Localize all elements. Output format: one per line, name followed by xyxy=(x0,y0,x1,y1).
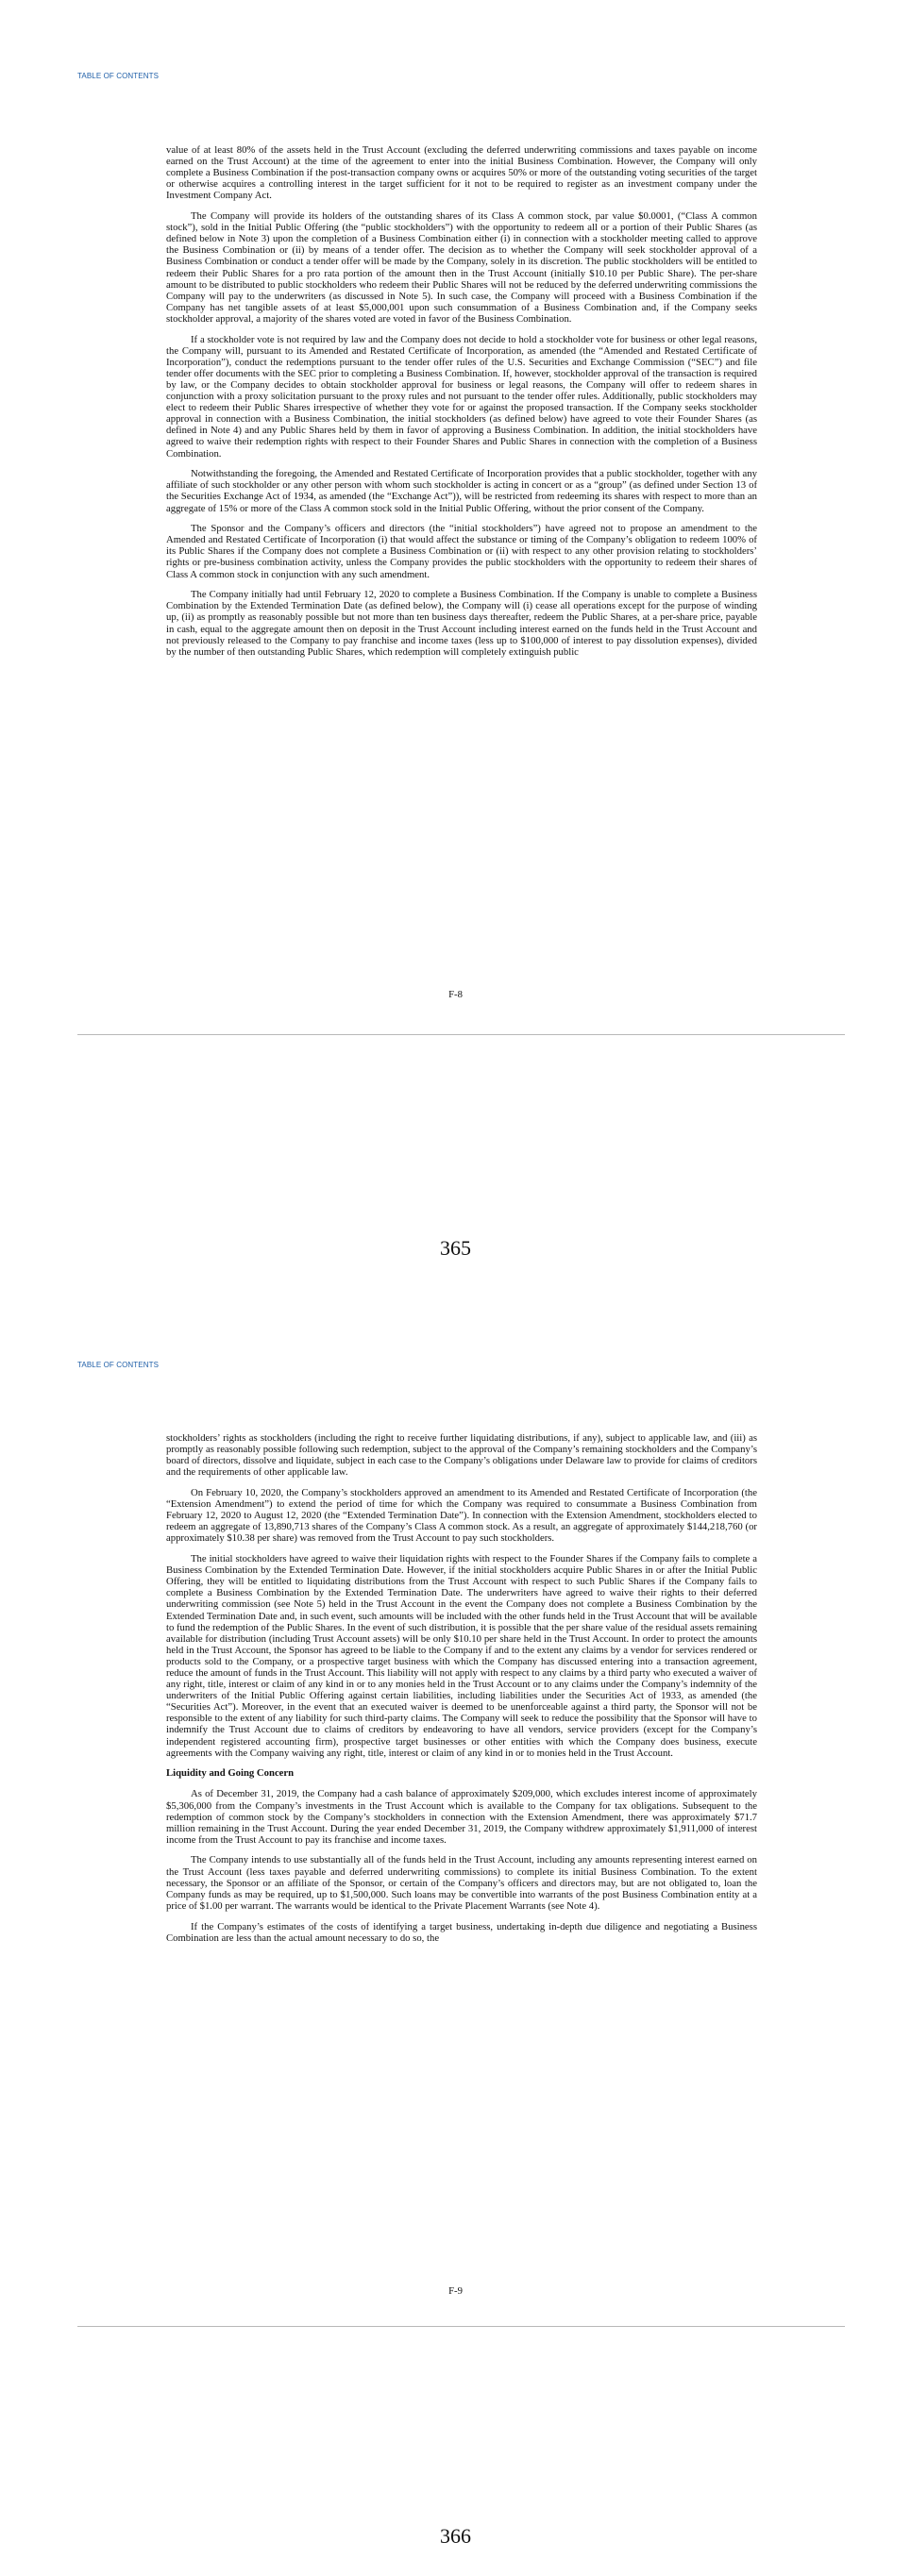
body-paragraph: If the Company’s estimates of the costs of identifying a target business, undertaking in-depth due diligence and negotiating a Business Combination are less than the actual amount necessary to do so, the xyxy=(166,1920,757,1944)
section-heading: Liquidity and Going Concern xyxy=(166,1767,295,1780)
body-paragraph: Notwithstanding the foregoing, the Amended and Restated Certificate of Incorporation provides that a public stockholder, together with any affiliate of such stockholder or any other person with whom such stockholder is acting in concert or as a “group” (as defined under Section 13 of the Securities Exchange Act of 1934, as amended (the “Exchange Act”)), will be restricted from redeeming its shares with respect to more than an aggregate of 15% or more of the Class A common stock sold in the Initial Public Offering, without the prior consent of the Company. xyxy=(166,468,757,514)
table-of-contents-link[interactable]: TABLE OF CONTENTS xyxy=(77,1361,160,1369)
body-paragraph: The Company will provide its holders of the outstanding shares of its Class A common stock, par value $0.0001, (“Class A common stock”), sold in the Initial Public Offering (the “public stockholders”) with the opportunity to redeem all or a portion of their Public Shares (as defined below in Note 3) upon the completion of a Business Combination either (i) in connection with a stockholder meeting called to approve the Business Combination or (ii) by means of a tender offer. The decision as to whether the Company will seek stockholder approval of a Business Combination or conduct a tender offer will be made by the Company, solely in its discretion. The public stockholders will be entitled to redeem their Public Shares for a pro rata portion of the amount then in the Trust Account (initially $10.10 per Public Share). The per-share amount to be distributed to public stockholders who redeem their Public Shares will not be reduced by the deferred underwriting commissions the Company will pay to the underwriters (as discussed in Note 5). In such case, the Company will proceed with a Business Combination if the Company has net tangible assets of at least $5,000,001 upon such consummation of a Business Combination and, if the Company seeks stockholder approval, a majority of the shares voted are voted in favor of the Business Combination. xyxy=(166,210,757,325)
body-paragraph: The Company initially had until February 12, 2020 to complete a Business Combination. If the Company is unable to complete a Business Combination by the Extended Termination Date (as defined below), the Company will (i) cease all operations except for the purpose of winding up, (ii) as promptly as reasonably possible but not more than ten business days thereafter, redeem the Public Shares, at a per-share price, payable in cash, equal to the aggregate amount then on deposit in the Trust Account including interest earned on the funds held in the Trust Account and not previously released to the Company to pay franchise and income taxes (less up to $100,000 of interest to pay dissolution expenses), divided by the number of then outstanding Public Shares, which redemption will completely extinguish public xyxy=(166,589,757,658)
page-divider xyxy=(77,2326,845,2327)
body-paragraph: value of at least 80% of the assets held in the Trust Account (excluding the deferred underwriting commissions and taxes payable on income earned on the Trust Account) at the time of the agreement to enter into the initial Business Combination. However, the Company will only complete a Business Combination if the post-transaction company owns or acquires 50% or more of the outstanding voting securities of the target or otherwise acquires a controlling interest in the target sufficient for it not to be required to register as an investment company under the Investment Company Act. xyxy=(166,144,757,202)
page-number: 365 xyxy=(440,1236,471,1260)
body-paragraph: On February 10, 2020, the Company’s stockholders approved an amendment to its Amended and Restated Certificate of Incorporation (the “Extension Amendment”) to extend the period of time for which the Company was required to consummate a Business Combination from February 12, 2020 to August 12, 2020 (the “Extended Termination Date”). In connection with the Extension Amendment, stockholders elected to redeem an aggregate of 13,890,713 shares of the Company’s Class A common stock. As a result, an aggregate of approximately $144,218,760 (or approximately $10.38 per share) was removed from the Trust Account to pay such stockholders. xyxy=(166,1486,757,1545)
table-of-contents-link[interactable]: TABLE OF CONTENTS xyxy=(77,72,160,80)
page-divider xyxy=(77,1034,845,1035)
document-page-body xyxy=(166,1432,757,1952)
body-paragraph: stockholders’ rights as stockholders (including the right to receive further liquidating distributions, if any), subject to applicable law, and (iii) as promptly as reasonably possible following such redemption, subject to the approval of the Company’s remaining stockholders and the Company’s board of directors, dissolve and liquidate, subject in each case to the Company’s obligations under Delaware law to provide for claims of creditors and the requirements of other applicable law. xyxy=(166,1432,757,1479)
folio-label: F-8 xyxy=(448,989,463,1000)
document-page-body xyxy=(166,144,757,666)
page-number: 366 xyxy=(440,2524,471,2548)
body-paragraph: The Company intends to use substantially all of the funds held in the Trust Account, including any amounts representing interest earned on the Trust Account (less taxes payable and deferred underwriting commissions) to complete its initial Business Combination. To the extent necessary, the Sponsor or an affiliate of the Sponsor, or certain of the Company’s officers and directors may, but are not obligated to, loan the Company funds as may be required, up to $1,500,000. Such loans may be convertible into warrants of the post Business Combination entity at a price of $1.00 per warrant. The warrants would be identical to the Private Placement Warrants (see Note 4). xyxy=(166,1854,757,1912)
body-paragraph: The Sponsor and the Company’s officers and directors (the “initial stockholders”) have agreed not to propose an amendment to the Amended and Restated Certificate of Incorporation (i) that would affect the substance or timing of the Company’s obligation to redeem 100% of its Public Shares if the Company does not complete a Business Combination or (ii) with respect to any other provision relating to stockholders’ rights or pre-business combination activity, unless the Company provides the public stockholders with the opportunity to redeem their shares of Class A common stock in conjunction with any such amendment. xyxy=(166,523,757,580)
body-paragraph: The initial stockholders have agreed to waive their liquidation rights with respect to the Founder Shares if the Company fails to complete a Business Combination by the Extended Termination Date. However, if the initial stockholders acquire Public Shares in or after the Initial Public Offering, they will be entitled to liquidating distributions from the Trust Account with respect to such Public Shares if the Company fails to complete a Business Combination by the Extended Termination Date. The underwriters have agreed to waive their rights to their deferred underwriting commission (see Note 5) held in the Trust Account in the event the Company does not complete a Business Combination by the Extended Termination Date and, in such event, such amounts will be included with the other funds held in the Trust Account that will be available to fund the redemption of the Public Shares. In the event of such distribution, it is possible that the per share value of the residual assets remaining available for distribution (including Trust Account assets) will be only $10.10 per share held in the Trust Account. In order to protect the amounts held in the Trust Account, the Sponsor has agreed to be liable to the Company if and to the extent any claims by a vendor for services rendered or products sold to the Company, or a prospective target business with which the Company has discussed entering into a transaction agreement, reduce the amount of funds in the Trust Account. This liability will not apply with respect to any claims by a third party who executed a waiver of any right, title, interest or claim of any kind in or to any monies held in the Trust Account or to any claims under the Company’s indemnity of the underwriters of the Initial Public Offering against certain liabilities, including liabilities under the Securities Act of 1933, as amended (the “Securities Act”). Moreover, in the event that an executed waiver is deemed to be unenforceable against a third party, the Sponsor will not be responsible to the extent of any liability for such third-party claims. The Company will seek to reduce the possibility that the Sponsor will have to indemnify the Trust Account due to claims of creditors by endeavoring to have all vendors, service providers (except for the Company’s independent registered accounting firm), prospective target businesses or other entities with which the Company does business, execute agreements with the Company waiving any right, title, interest or claim of any kind in or to monies held in the Trust Account. xyxy=(166,1553,757,1759)
body-paragraph: If a stockholder vote is not required by law and the Company does not decide to hold a stockholder vote for business or other legal reasons, the Company will, pursuant to its Amended and Restated Certificate of Incorporation, as amended (the “Amended and Restated Certificate of Incorporation”), conduct the redemptions pursuant to the tender offer rules of the U.S. Securities and Exchange Commission (“SEC”) and file tender offer documents with the SEC prior to completing a Business Combination. If, however, stockholder approval of the transaction is required by law, or the Company decides to obtain stockholder approval for business or legal reasons, the Company will offer to redeem shares in conjunction with a proxy solicitation pursuant to the proxy rules and not pursuant to the tender offer rules. Additionally, public stockholders may elect to redeem their Public Shares irrespective of whether they vote for or against the proposed transaction. If the Company seeks stockholder approval in connection with a Business Combination, the initial stockholders (as defined below) have agreed to vote their Founder Shares (as defined in Note 4) and any Public Shares held by them in favor of approving a Business Combination. In addition, the initial stockholders have agreed to waive their redemption rights with respect to their Founder Shares and Public Shares in connection with the completion of a Business Combination. xyxy=(166,333,757,460)
folio-label: F-9 xyxy=(448,2285,463,2297)
body-paragraph: As of December 31, 2019, the Company had a cash balance of approximately $209,000, which excludes interest income of approximately $5,306,000 from the Company’s investments in the Trust Account which is available to the Company for tax obligations. Subsequent to the redemption of common stock by the Company’s stockholders in connection with the Extension Amendment, there was approximately $71.7 million remaining in the Trust Account. During the year ended December 31, 2019, the Company withdrew approximately $1,911,000 of interest income from the Trust Account to pay its franchise and income taxes. xyxy=(166,1788,757,1846)
